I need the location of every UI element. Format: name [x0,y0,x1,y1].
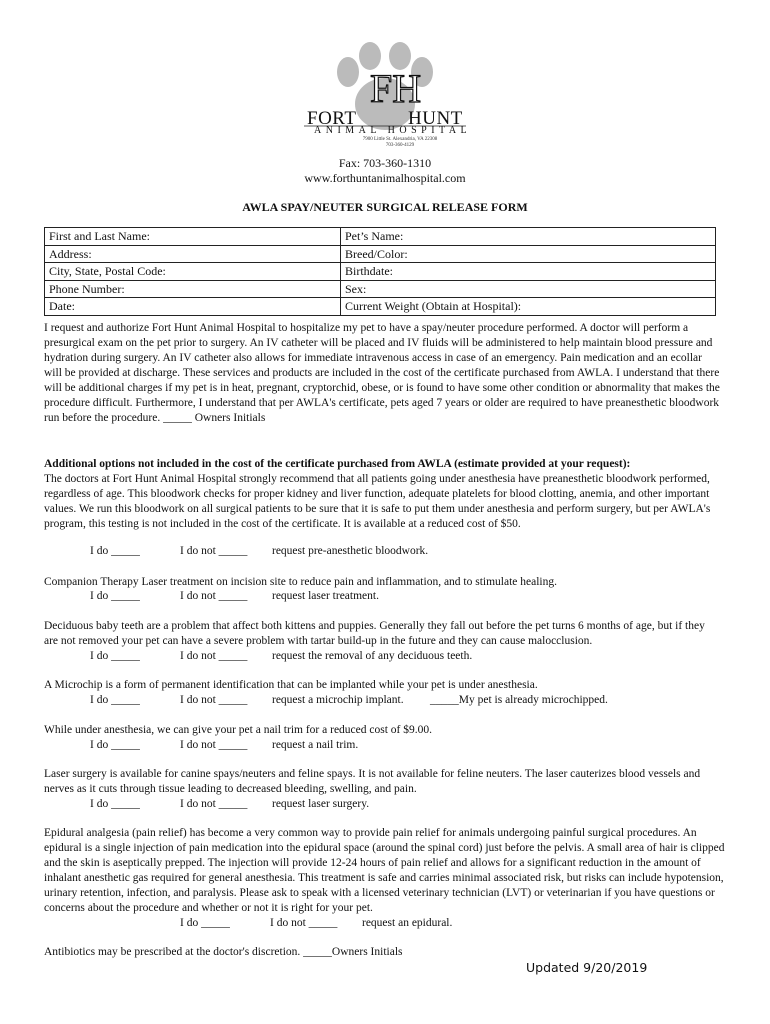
bloodwork-paragraph: The doctors at Fort Hunt Animal Hospital strongly recommend that all patients going under anesthesia have preanesthetic bloodwork performed, regardless of age. This bloodwork checks for proper kidney and liver function, adequate platelets for blood clotting, anemia, and other important values. We run this bloodwork on all surgical patients to be sure that it is safe to put them under anesthesia and perform surgery, but per AWLA's program, this testing is not included in the cost of the certificate. It is available at a reduced cost of $50. [44,473,711,530]
laser-therapy-i-do[interactable]: I do _____ [90,590,140,602]
logo-address-line: 7900 Little St. Alexandria, VA 22308 [362,137,438,142]
logo-word-hunt: HUNT [408,108,463,129]
microchip-request: request a microchip implant. [272,694,404,706]
logo-address [360,137,440,149]
table-row [45,263,716,281]
nail-trim-request: request a nail trim. [272,739,359,751]
logo-animal-hospital: ANIMAL HOSPITAL [314,125,472,136]
nail-trim-i-do-not[interactable]: I do not _____ [180,739,248,751]
nail-trim-paragraph: While under anesthesia, we can give your pet a nail trim for a reduced cost of $9.00. [44,724,432,736]
updated-date: Updated 9/20/2019 [526,960,648,975]
microchip-i-do-not[interactable]: I do not _____ [180,694,248,706]
birthdate-field[interactable]: Birthdate: [341,263,716,281]
teeth-i-do-not[interactable]: I do not _____ [180,650,248,662]
antibiotics-line: Antibiotics may be prescribed at the doctor's discretion. _____Owners Initials [44,946,403,958]
bloodwork-i-do-not[interactable]: I do not _____ [180,545,248,557]
laser-surgery-paragraph: Laser surgery is available for canine spays/neuters and feline spays. It is not available for feline neuters. The laser cauterizes blood vessels and nerves as it cuts through tissue leading to decreased bleeding, swelling, and pain. [44,768,701,795]
date-field[interactable]: Date: [45,298,341,316]
laser-surgery-i-do[interactable]: I do _____ [90,798,140,810]
breed-color-field[interactable]: Breed/Color: [341,245,716,263]
logo-phone-line: 703-360-4129 [385,143,415,148]
laser-therapy-request: request laser treatment. [272,590,379,602]
table-row [45,298,716,316]
nail-trim-i-do[interactable]: I do _____ [90,739,140,751]
owner-pet-info-table [44,227,716,316]
logo-word-fort: FORT [307,108,357,129]
owner-name-field[interactable]: First and Last Name: [45,228,341,246]
epidural-i-do-not[interactable]: I do not _____ [270,917,338,929]
options-heading: Additional options not included in the cost of the certificate purchased from AWLA (estimate provided at your request): [44,458,631,470]
microchip-already[interactable]: _____My pet is already microchipped. [430,694,608,706]
laser-therapy-i-do-not[interactable]: I do not _____ [180,590,248,602]
authorization-paragraph: I request and authorize Fort Hunt Animal Hospital to hospitalize my pet to have a spay/neuter procedure performed. A doctor will perform a presurgical exam on the pet prior to surgery. An IV catheter will be placed and IV fluids will be administered to help maintain blood pressure and hydration during surgery. An IV catheter also allows for immediate intravenous access in case of an emergency. Pain medication and an ecollar will be provided at discharge. These services and products are included in the cost of the certificate purchased from AWLA. I understand that there will be additional charges if my pet is in heat, pregnant, cryptorchid, obese, or is found to have some other condition or abnormality that makes the procedure difficult. Furthermore, I understand that per AWLA's certificate, pets aged 7 years or older are required to have preanesthetic bloodwork run before the procedure. _____ Owners Initials [44,322,720,424]
sex-field[interactable]: Sex: [341,280,716,298]
table-row [45,228,716,246]
website-url: www.forthuntanimalhospital.com [304,171,466,185]
laser-surgery-i-do-not[interactable]: I do not _____ [180,798,248,810]
deciduous-teeth-paragraph: Deciduous baby teeth are a problem that affect both kittens and puppies. Generally they fall out before the pet turns 6 months of age, but if they are not removed your pet can have a severe problem with tartar build-up in the future and they can cause malocclusion. [44,620,705,647]
epidural-request: request an epidural. [362,917,453,929]
laser-therapy-paragraph: Companion Therapy Laser treatment on incision site to reduce pain and inflammation, and to stimulate healing. [44,576,557,588]
bloodwork-request: request pre-anesthetic bloodwork. [272,545,429,557]
epidural-i-do[interactable]: I do _____ [180,917,230,929]
microchip-paragraph: A Microchip is a form of permanent identification that can be implanted while your pet is under anesthesia. [44,679,538,691]
teeth-request: request the removal of any deciduous teeth. [272,650,473,662]
laser-surgery-request: request laser surgery. [272,798,370,810]
current-weight-field[interactable]: Current Weight (Obtain at Hospital): [341,298,716,316]
form-title: AWLA SPAY/NEUTER SURGICAL RELEASE FORM [242,200,528,214]
table-row [45,245,716,263]
pet-name-field[interactable]: Pet’s Name: [341,228,716,246]
logo-initials: FH [370,66,422,111]
teeth-i-do[interactable]: I do _____ [90,650,140,662]
city-state-postal-field[interactable]: City, State, Postal Code: [45,263,341,281]
table-row [45,280,716,298]
microchip-i-do[interactable]: I do _____ [90,694,140,706]
address-field[interactable]: Address: [45,245,341,263]
epidural-paragraph: Epidural analgesia (pain relief) has become a very common way to provide pain relief for animals undergoing painful surgical procedures. An epidural is a single injection of pain medication into the epidural space (around the spinal cord) just before the pelvis. A small area of hair is clipped and the skin is aseptically prepped. The injection will provide 12-24 hours of pain relief and allows for a significant reduction in the amount of inhalant anesthetic gas required for general anesthesia. This treatment is safe and carries minimal associated risk, but risks can include hypotension, urinary retention, infection, and paralysis. Please ask to speak with a licensed veterinary technician (LVT) or veterinarian if you have questions or concerns about the procedure and whether or not it is right for your pet. [44,827,725,914]
phone-number-field[interactable]: Phone Number: [45,280,341,298]
bloodwork-i-do[interactable]: I do _____ [90,545,140,557]
fax-number: Fax: 703-360-1310 [338,156,432,170]
